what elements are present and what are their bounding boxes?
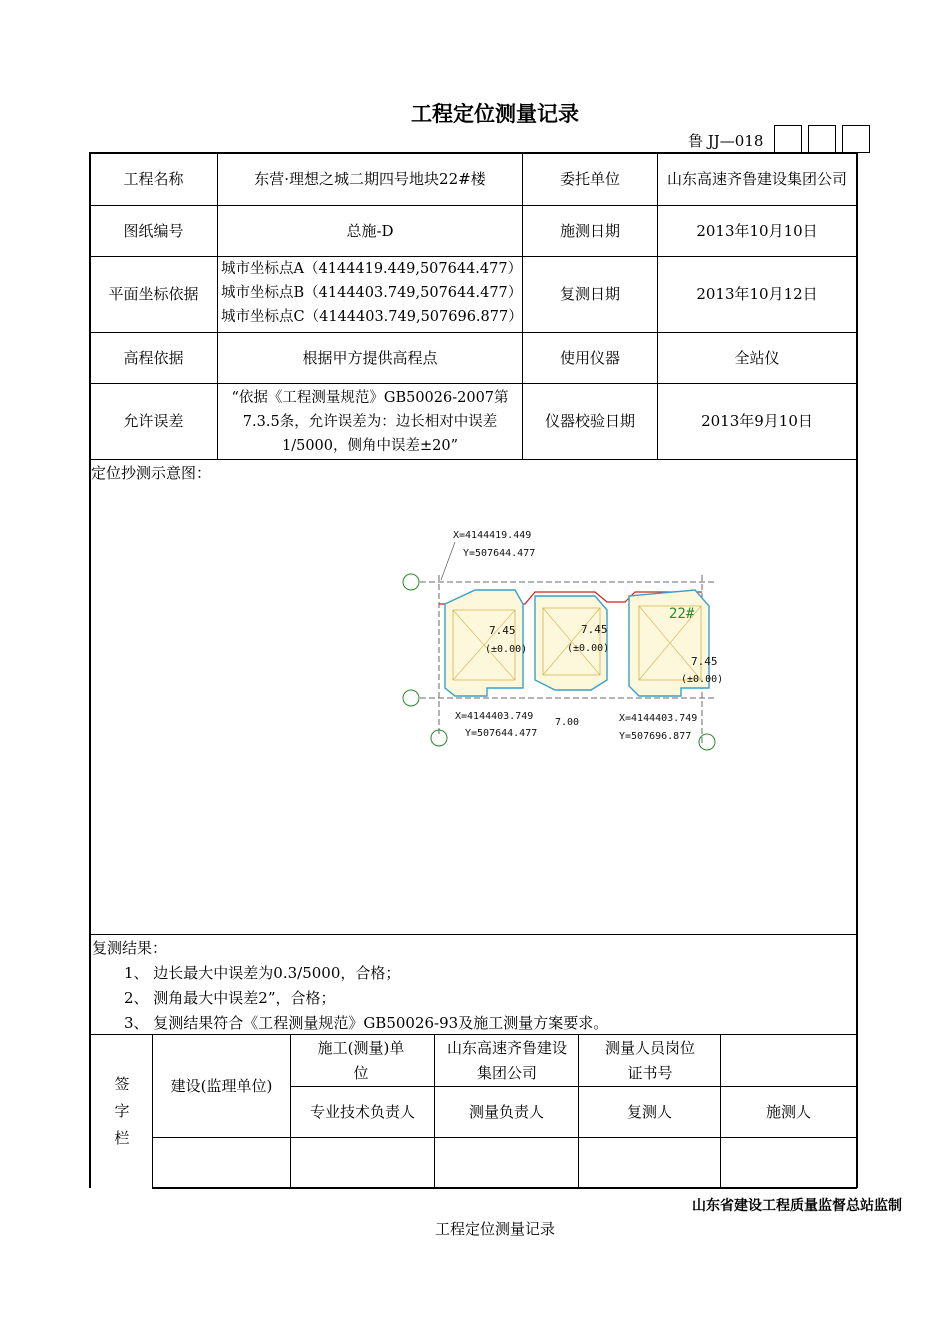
sign-cell-tech-lead[interactable] bbox=[291, 1138, 434, 1187]
pt-c-y: Y=507696.877 bbox=[619, 731, 692, 742]
drawing-no-value: 总施-D bbox=[346, 221, 394, 240]
instrument-value: 全站仪 bbox=[734, 348, 780, 367]
signature-label: 签字栏 bbox=[114, 1074, 130, 1147]
recheck-date-value: 2013年10月12日 bbox=[696, 285, 818, 303]
building-unit-1 bbox=[445, 590, 523, 696]
pt-c-x: X=4144403.749 bbox=[619, 713, 698, 724]
tolerance-label: 允许误差 bbox=[123, 412, 184, 430]
contractor-value: 山东高速齐鲁建设集团公司 bbox=[446, 1038, 567, 1082]
elev-basis-value: 根据甲方提供高程点 bbox=[302, 348, 438, 367]
survey-date-label: 施测日期 bbox=[559, 221, 620, 240]
zero-1: (±0.00) bbox=[485, 644, 528, 655]
cert-label: 测量人员岗位证书号 bbox=[604, 1038, 695, 1082]
pt-b-x: X=4144403.749 bbox=[455, 711, 534, 722]
spacing-label: 7.00 bbox=[555, 717, 580, 728]
elev-2: 7.45 bbox=[581, 623, 608, 636]
project-name-label: 工程名称 bbox=[123, 169, 184, 188]
recheck-item-1: 1、 边长最大中误差为0.3/5000，合格； bbox=[124, 964, 401, 982]
axis-marker-2 bbox=[403, 690, 419, 706]
recheck-item-2: 2、 测角最大中误差2”，合格； bbox=[124, 989, 336, 1007]
pt-a-x: X=4144419.449 bbox=[453, 530, 532, 541]
coord-basis-label: 平面坐标依据 bbox=[108, 285, 199, 303]
coord-a: 城市坐标点A（4144419.449,507644.477） bbox=[221, 261, 523, 277]
sign-cell-surveyor[interactable] bbox=[721, 1138, 856, 1187]
elev-3: 7.45 bbox=[691, 655, 718, 668]
footer-caption: 工程定位测量记录 bbox=[434, 1220, 555, 1238]
rechecker-label: 复测人 bbox=[626, 1102, 672, 1121]
construction-supervision: 建设(监理单位) bbox=[170, 1076, 273, 1095]
contractor-label: 施工(测量)单位 bbox=[317, 1038, 405, 1082]
sketch-label: 定位抄测示意图： bbox=[91, 464, 212, 482]
coord-b: 城市坐标点B（4144403.749,507644.477） bbox=[221, 285, 523, 301]
client-label: 委托单位 bbox=[559, 169, 620, 188]
sign-cell-survey-lead[interactable] bbox=[435, 1138, 578, 1187]
pt-b-y: Y=507644.477 bbox=[465, 728, 538, 739]
calib-date-value: 2013年9月10日 bbox=[701, 412, 813, 430]
zero-3: (±0.00) bbox=[681, 674, 724, 685]
doc-box-3 bbox=[842, 125, 870, 153]
recheck-date-label: 复测日期 bbox=[559, 285, 620, 303]
surveyor-label: 施测人 bbox=[765, 1102, 811, 1121]
survey-date-value: 2013年10月10日 bbox=[696, 221, 818, 240]
sign-cell-rechecker[interactable] bbox=[579, 1138, 720, 1187]
calib-date-label: 仪器校验日期 bbox=[544, 412, 635, 430]
sign-cell-supervision[interactable] bbox=[153, 1138, 290, 1187]
doc-box-2 bbox=[808, 125, 836, 153]
recheck-label: 复测结果： bbox=[92, 939, 168, 957]
elev-1: 7.45 bbox=[489, 624, 516, 637]
drawing-no-label: 图纸编号 bbox=[123, 221, 184, 240]
building-number: 22# bbox=[669, 606, 695, 622]
tech-lead-label: 专业技术负责人 bbox=[309, 1102, 415, 1121]
project-name-value: 东营·理想之城二期四号地块22#楼 bbox=[254, 169, 486, 188]
cert-value[interactable] bbox=[721, 1035, 856, 1086]
footer-supervisor: 山东省建设工程质量监督总站监制 bbox=[692, 1198, 902, 1214]
client-value: 山东高速齐鲁建设集团公司 bbox=[666, 169, 847, 188]
page-title: 工程定位测量记录 bbox=[411, 102, 579, 126]
doc-box-1 bbox=[774, 125, 802, 153]
recheck-item-3: 3、 复测结果符合《工程测量规范》GB50026-93及施工测量方案要求。 bbox=[124, 1014, 609, 1032]
zero-2: (±0.00) bbox=[567, 643, 610, 654]
survey-sketch bbox=[395, 520, 735, 760]
elev-basis-label: 高程依据 bbox=[123, 348, 184, 367]
coord-c: 城市坐标点C（4144403.749,507696.877） bbox=[221, 309, 523, 325]
pt-a-y: Y=507644.477 bbox=[463, 548, 536, 559]
document-number: 鲁 JJ—018 bbox=[688, 132, 764, 150]
instrument-label: 使用仪器 bbox=[559, 348, 620, 367]
tolerance-value: “依据《工程测量规范》GB50026-2007第7.3.5条，允许误差为：边长相对中误差1/5000，侧角中误差±20” bbox=[231, 389, 509, 454]
survey-lead-label: 测量负责人 bbox=[468, 1102, 544, 1121]
axis-marker-4 bbox=[699, 734, 715, 750]
axis-marker-1 bbox=[403, 574, 419, 590]
